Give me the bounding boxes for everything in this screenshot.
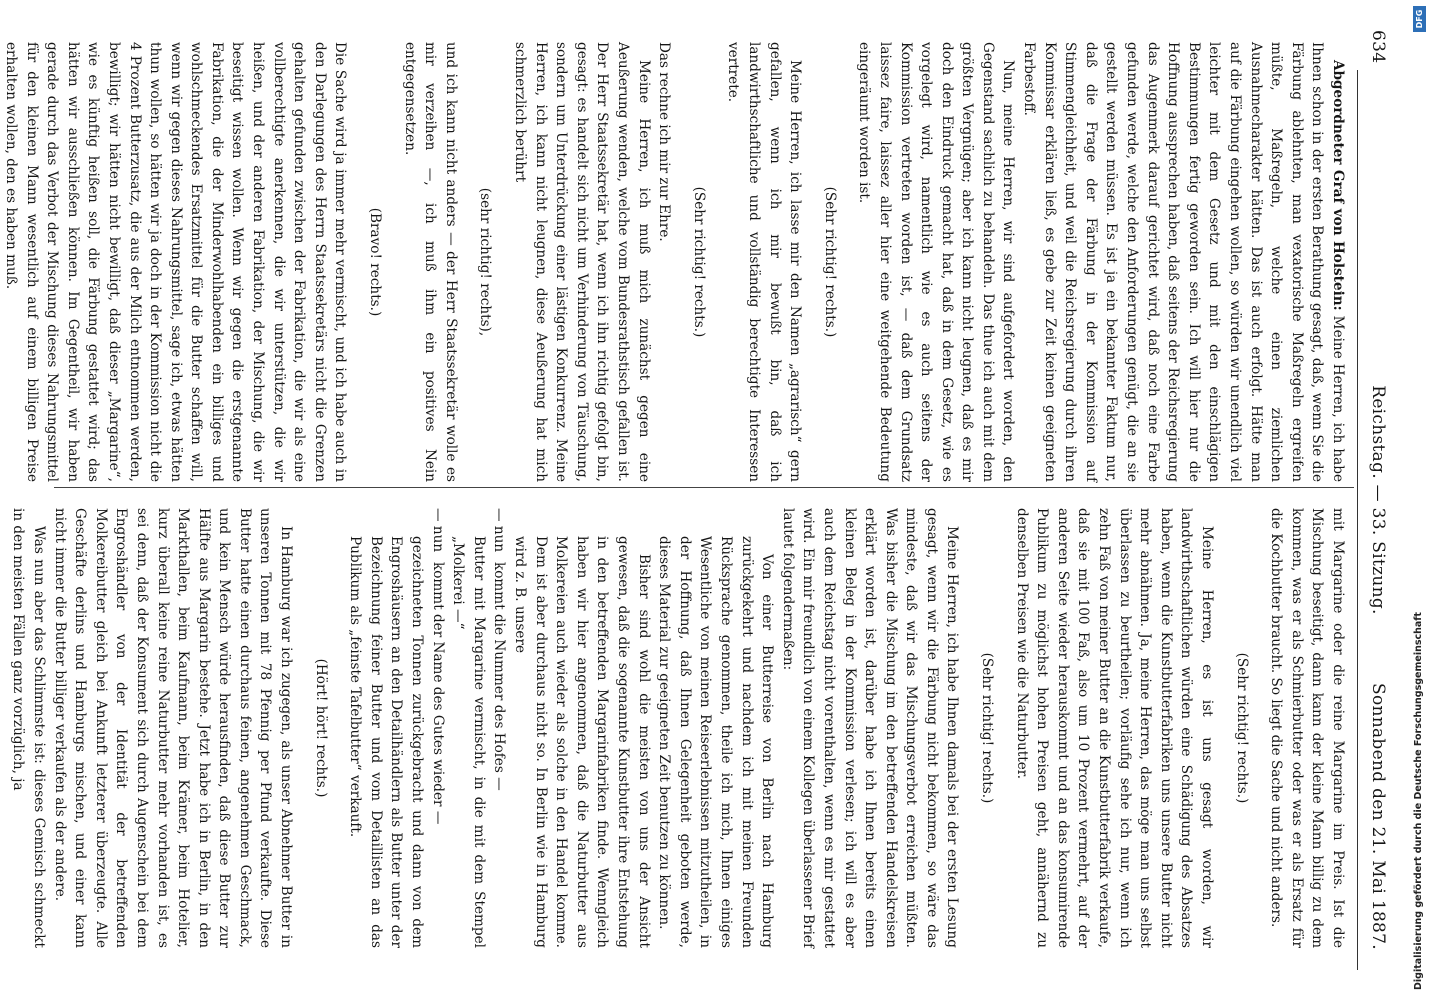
interjection: (sehr richtig! rechts),	[477, 187, 494, 337]
header-rule	[1357, 70, 1358, 970]
paragraph	[1019, 42, 1349, 482]
interjection: (Sehr richtig! rechts.)	[1233, 652, 1250, 804]
paragraph: Meine Herren, es ist uns gesagt worden, wir landwirthschaftlichen würden eine Schädigung des Absatzes haben, wenn die Kunstbutterfabriken uns unsere Butter nicht mehr abnähmen. Ja, meine Herren, das möge man uns selbst überlassen zu beurtheilen; vorläufig sehe ich nur, wenn ich zehn Faß von meiner Butter an die Kunstbutterfabrik verkaufe, daß sie mit 100 Faß, also um 10 Prozent vermehrt, auf der anderen Seite wieder herauskommt und an das konsumirende Publikum zu möglichst hohen Preisen geht, annähernd zu denselben Preisen wie die Naturbutter.	[1013, 508, 1216, 948]
running-head	[1358, 30, 1388, 970]
quoted-letter	[509, 536, 777, 948]
aside-line	[427, 508, 448, 948]
paragraph: In Hamburg war ich zugegen, als unser Abnehmer Butter in unseren Tonnen mit 78 Pfennig per Pfund verkaufte. Diese Butter hatte einen durchaus feinen, angenehmen Geschmack, und kein Mensch würde herausfinden, daß diese Butter zur Hälfte aus Margarin bestehe. Jetzt habe ich in Berlin, in den Markthallen, beim Kaufmann, beim Krämer, beim Hotelier, kurz überall keine reine Naturbutter mehr vorhanden ist, es sei denn, daß der Konsument sich durch Augenschein bei dem Engroshändler von der Identität der betreffenden Molkereibutter gleich bei Ankunft letzterer überzeugte. Alle Geschäfte derlins und Hamburgs mischen, und einer kann nicht immer die Butter billiger verkaufen als der andere.	[51, 508, 295, 948]
paragraph: und ich kann nicht anders — der Herr Staatssekretär wolle es mir verzeihen —, ich muß ihm ein positives Nein entgegensetzen.	[401, 42, 459, 482]
paragraph: Nun, meine Herren, wir sind aufgefordert worden, den Gegenstand sachlich zu behandeln. Das thue ich auch mit dem größten Vergnügen; aber ich kann nicht leugnen, daß es mir doch den Eindruck gemacht hat, daß in dem Gesetz, wie es vorgelegt wird, namentlich wie es auch seitens der Kommission vertreten worden ist, — daß dem Grundsatz laissez faire, laissez aller hier eine weitgehende Bedeutung eingeräumt worden ist.	[856, 42, 1017, 482]
quote-paragraph: Von einer Butterreise von Berlin nach Hamburg zurückgekehrt und nachdem ich mit meinen Freunden Rücksprache genommen, theile ich mich, Ihnen einiges Wesentliche von meinen Reiseerlebnissen mitzutheilen, in der Hoffnung, daß Ihnen Gelegenheit geboten werde, dieses Material zur geeigneten Zeit benutzen zu können.	[656, 536, 776, 948]
session-date: Sonnabend den 21. Mai 1887.	[1368, 683, 1388, 950]
paragraph: Die Sache wird ja immer mehr vermischt, und ich habe auch in den Darlegungen des Herrn Staatssekretärs nicht die Grenzen gehalten gefunden zwischen der Fabrikation, die wir als eine vollberechtigte anerkennen, die wir unterstützen, die wir heißen, und der anderen Fabrikation, der Mischung, die wir beseitigt wissen wollen. Wenn wir gegen die erstgenannte Fabrikation, die der Minderwohlhabenden ein billiges und wohlschmeckendes Ersatzmittel für die Butter schaffen will, wenn wir gegen dieses Nahrungsmittel, sage ich, etwas hätten thun wollen, so hätten wir ja doch in der Kommission nicht die 4 Prozent Butterzusatz, die aus der Milch entnommen werden, bewilligt; wir hätten nicht bewilligt, daß dieser „Margarine“, wie es künftig heißen soll, die Färbung gestattet wird; das hätten wir ausschließen können. Im Gegentheil, wir haben gerade durch das Verbot der Mischung dieses Nahrungsmittel für den kleinen Mann wesentlich auf einem billigen Preise erhalten wollen, den es haben muß.	[2, 42, 349, 482]
paragraph: Meine Herren, ich habe Ihnen damals bei der ersten Lesung gesagt, wenn wir die Färbung nicht bekommen, so wäre das mindeste, daß wir das Mischungsverbot erreichen müßten. Was bisher die Mischung im den betreffenden Handelskreisen erklärt worden ist, darüber habe ich Ihnen bereits einen kleinen Beleg in der Kommission verlesen; ich will es aber auch dem Reichstag nicht vorenthalten, wenn es mir gestattet wird. Ein mir freundlich von einem Kollegen überlassener Brief lautet folgendermaßen:	[779, 508, 961, 948]
quote-paragraph: Butter mit Margarine vermischt, in die mit dem Stempel „Molkerei —“	[450, 536, 487, 948]
digitization-credit: Digitalisierung gefördert durch die Deutsche Forschungsgemeinschaft	[1413, 612, 1424, 990]
interjection: (Hört! hört! rechts.)	[312, 658, 329, 798]
aside-line	[489, 508, 510, 948]
paragraph: Meine Herren, ich muß mich zunächst gegen eine Aeußerung wenden, welche vom Bundesrathstisch gefallen ist. Der Herr Staatssekretär hat, wenn ich ihn richtig gefolgt bin, gesagt: es handelt sich nicht um Verhinderung von Täuschung, sondern um Unterdrückung einer lästigen Konkurrenz. Meine Herren, ich kann nicht leugnen, diese Aeußerung hat mich schmerzlich berührt	[512, 42, 652, 482]
page-number: 634	[1368, 30, 1388, 64]
quote-paragraph: gezeichneten Tonnen zurückgebracht und dann von dem Engroshäusern an den Detailhändlern als Butter unter der Bezeichnung feiner Butter und vom Detaillisten an das Publikum als „feinste Tafelbutter“ verkauft.	[347, 536, 426, 948]
quoted-letter	[345, 536, 427, 948]
left-column	[2, 42, 1348, 482]
interjection: (Sehr richtig! rechts.)	[690, 186, 707, 338]
quoted-letter	[448, 536, 489, 948]
interjection: (Sehr richtig! rechts.)	[821, 186, 838, 338]
aside-lead: — nun	[491, 508, 508, 553]
aside-lead: — nun	[429, 508, 446, 553]
paragraph: Das rechne ich mir zur Ehre.	[656, 42, 673, 242]
interjection: (Sehr richtig! rechts.)	[979, 652, 996, 804]
paragraph: Was nun aber das Schlimmste ist: dieses Gemisch schmeckt in den meisten Fällen ganz vorzüglich, ja	[10, 508, 47, 948]
quote-paragraph: Bisher sind wohl die meisten von uns der Ansicht gewesen, daß die sogenannte Kunstbutter ihre Entstehung in den betreffenden Margarinfabriken finde. Wenngleich haben wir hier angenommen, daß die Naturbutter aus Molkereien auch wieder als solche in den Handel komme. Dem ist aber durchaus nicht so. In Berlin wie in Hamburg wird z. B. unsere	[512, 536, 652, 948]
column-divider	[54, 487, 1354, 488]
dfg-logo-text: DFG	[1415, 9, 1424, 29]
speaker-name: Abgeordneter Graf von Holstein:	[1330, 60, 1346, 311]
session-title: Reichstag. — 33. Sitzung.	[1368, 385, 1388, 615]
paragraph: mit Margarine oder die reine Margarine im Preis. Ist die Mischung beseitigt, dann kann der kleine Mann billig zu dem kommen, was er als Schmierbutter oder was er als Ersatz für die Kochbutter braucht. So liegt die Sache und nicht anders.	[1268, 508, 1346, 948]
document-page	[2, 0, 1406, 1000]
paragraph: Meine Herren, ich lasse mir den Namen „agrarisch“ gern gefallen, wenn ich mir bewußt bin, daß ich landwirthschaftliche und vollständig berechtigte Interessen vertrete.	[725, 42, 804, 482]
aside-text: kommt die Nummer des Hofes —	[491, 562, 508, 791]
interjection: (Bravo! rechts.)	[367, 207, 384, 317]
aside-text: kommt der Name des Gutes wieder —	[429, 562, 446, 825]
paragraph-text: Meine Herren, ich habe Ihnen schon in der ersten Berathung gesagt, daß, wenn Sie die Färbung ablehnten, man vexatorische Maßregeln ergreifen müßte, Maßregeln, welche einen ziemlichen Ausnahmecharakter hätten. Das ist auch erfolgt. Hätte man auf die Färbung eingehen wollen, so würden wir unendlich viel leichter mit dem Gesetz und mit den einschlägigen Bestimmungen fertig geworden sein. Ich will hier nur die Hoffnung aussprechen haben, daß seitens der Reichsregierung das Augenmerk darauf gerichtet wird, daß noch eine Farbe gefunden werde, welche den Anforderungen genügt, die an sie gestellt werden müssen. Es ist ja ein bekannter Faktum nur, daß die Frage der Färbung in der Kommission auf Stimmengleichheit, und weil die Reichsregierung durch ihren Kommissar erklären ließ, es gebe zur Zeit keinen geeigneten Farbestoff.	[1021, 42, 1346, 482]
right-column	[10, 508, 1348, 948]
